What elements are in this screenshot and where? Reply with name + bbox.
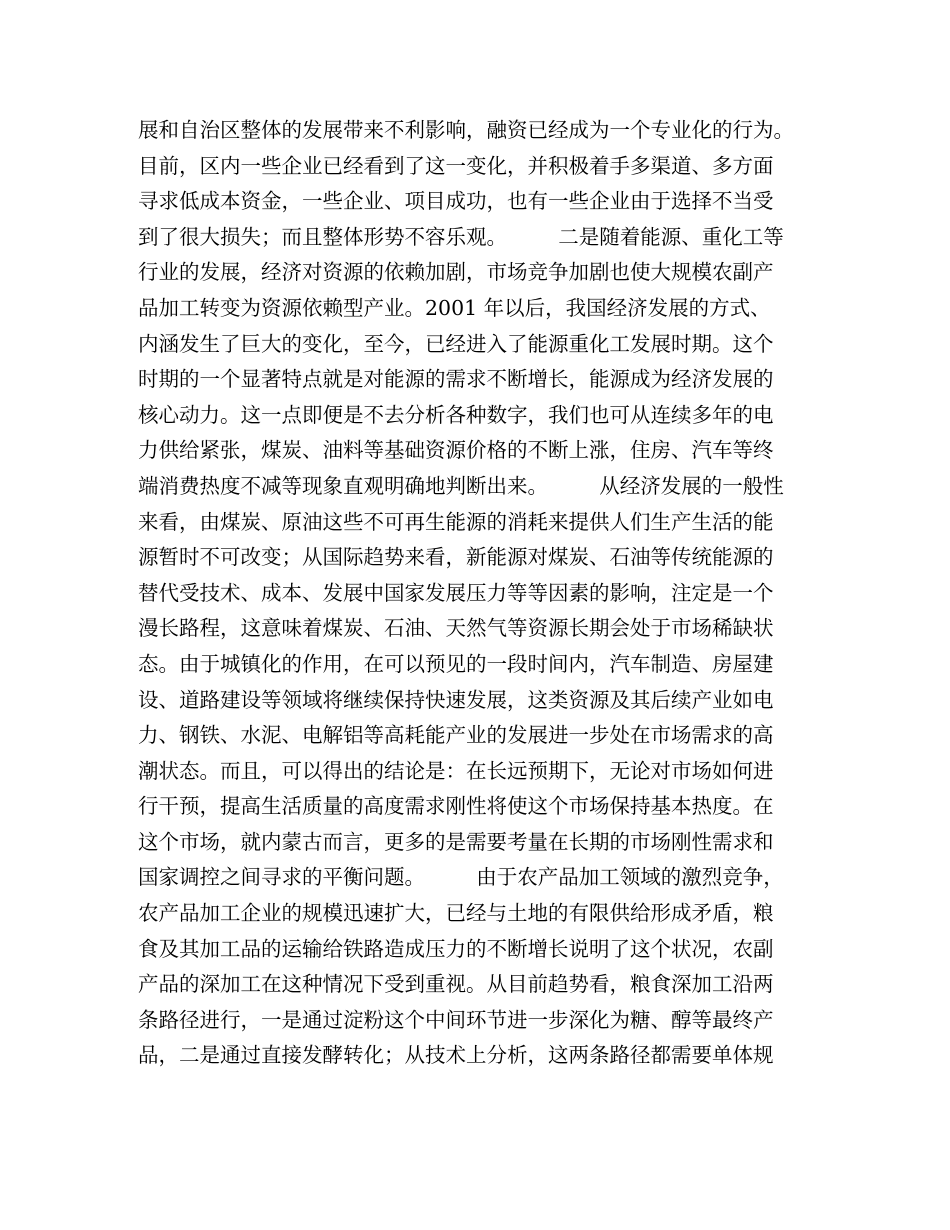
text-line: 农产品加工企业的规模迅速扩大，已经与土地的有限供给形成矛盾，粮 (138, 901, 774, 926)
body-text (138, 113, 838, 1074)
text-line: 来看，由煤炭、原油这些不可再生能源的消耗来提供人们生产生活的能 (138, 509, 774, 534)
text-line: 端消费热度不减等现象直观明确地判断出来。 从经济发展的一般性 (138, 473, 784, 498)
text-line: 寻求低成本资金，一些企业、项目成功，也有一些企业由于选择不当受 (138, 189, 774, 214)
text-line: 力、钢铁、水泥、电解铝等高耗能产业的发展进一步处在市场需求的高 (138, 723, 774, 748)
text-line: 条路径进行，一是通过淀粉这个中间环节进一步深化为糖、醇等最终产 (138, 1007, 774, 1032)
text-line: 核心动力。这一点即便是不去分析各种数字，我们也可从连续多年的电 (138, 402, 774, 427)
text-line: 品，二是通过直接发酵转化；从技术上分析，这两条路径都需要单体规 (138, 1043, 774, 1068)
text-line: 到了很大损失；而且整体形势不容乐观。 二是随着能源、重化工等 (138, 224, 784, 249)
text-line: 设、道路建设等领域将继续保持快速发展，这类资源及其后续产业如电 (138, 687, 774, 712)
text-line: 行业的发展，经济对资源的依赖加剧，市场竞争加剧也使大规模农副产 (138, 260, 774, 285)
text-line: 潮状态。而且，可以得出的结论是：在长远预期下，无论对市场如何进 (138, 758, 774, 783)
text-line: 目前，区内一些企业已经看到了这一变化，并积极着手多渠道、多方面 (138, 153, 774, 178)
text-line: 展和自治区整体的发展带来不利影响，融资已经成为一个专业化的行为。 (138, 118, 794, 142)
text-line: 时期的一个显著特点就是对能源的需求不断增长，能源成为经济发展的 (138, 367, 774, 392)
text-line: 这个市场，就内蒙古而言，更多的是需要考量在长期的市场刚性需求和 (138, 829, 774, 854)
text-line: 食及其加工品的运输给铁路造成压力的不断增长说明了这个状况，农副 (138, 936, 774, 961)
text-line: 国家调控之间寻求的平衡问题。 由于农产品加工领域的激烈竞争， (138, 865, 784, 890)
text-line: 态。由于城镇化的作用，在可以预见的一段时间内，汽车制造、房屋建 (138, 651, 774, 676)
text-line: 力供给紧张，煤炭、油料等基础资源价格的不断上涨，住房、汽车等终 (138, 438, 774, 463)
text-line: 漫长路程，这意味着煤炭、石油、天然气等资源长期会处于市场稀缺状 (138, 616, 774, 641)
text-line: 替代受技术、成本、发展中国家发展压力等等因素的影响，注定是一个 (138, 580, 774, 605)
text-line: 源暂时不可改变；从国际趋势来看，新能源对煤炭、石油等传统能源的 (138, 545, 774, 570)
text-line: 内涵发生了巨大的变化，至今，已经进入了能源重化工发展时期。这个 (138, 331, 774, 356)
text-line: 行干预，提高生活质量的高度需求刚性将使这个市场保持基本热度。在 (138, 794, 774, 819)
text-line: 品加工转变为资源依赖型产业。2001 年以后，我国经济发展的方式、 (138, 295, 771, 320)
text-line: 产品的深加工在这种情况下受到重视。从目前趋势看，粮食深加工沿两 (138, 972, 774, 997)
